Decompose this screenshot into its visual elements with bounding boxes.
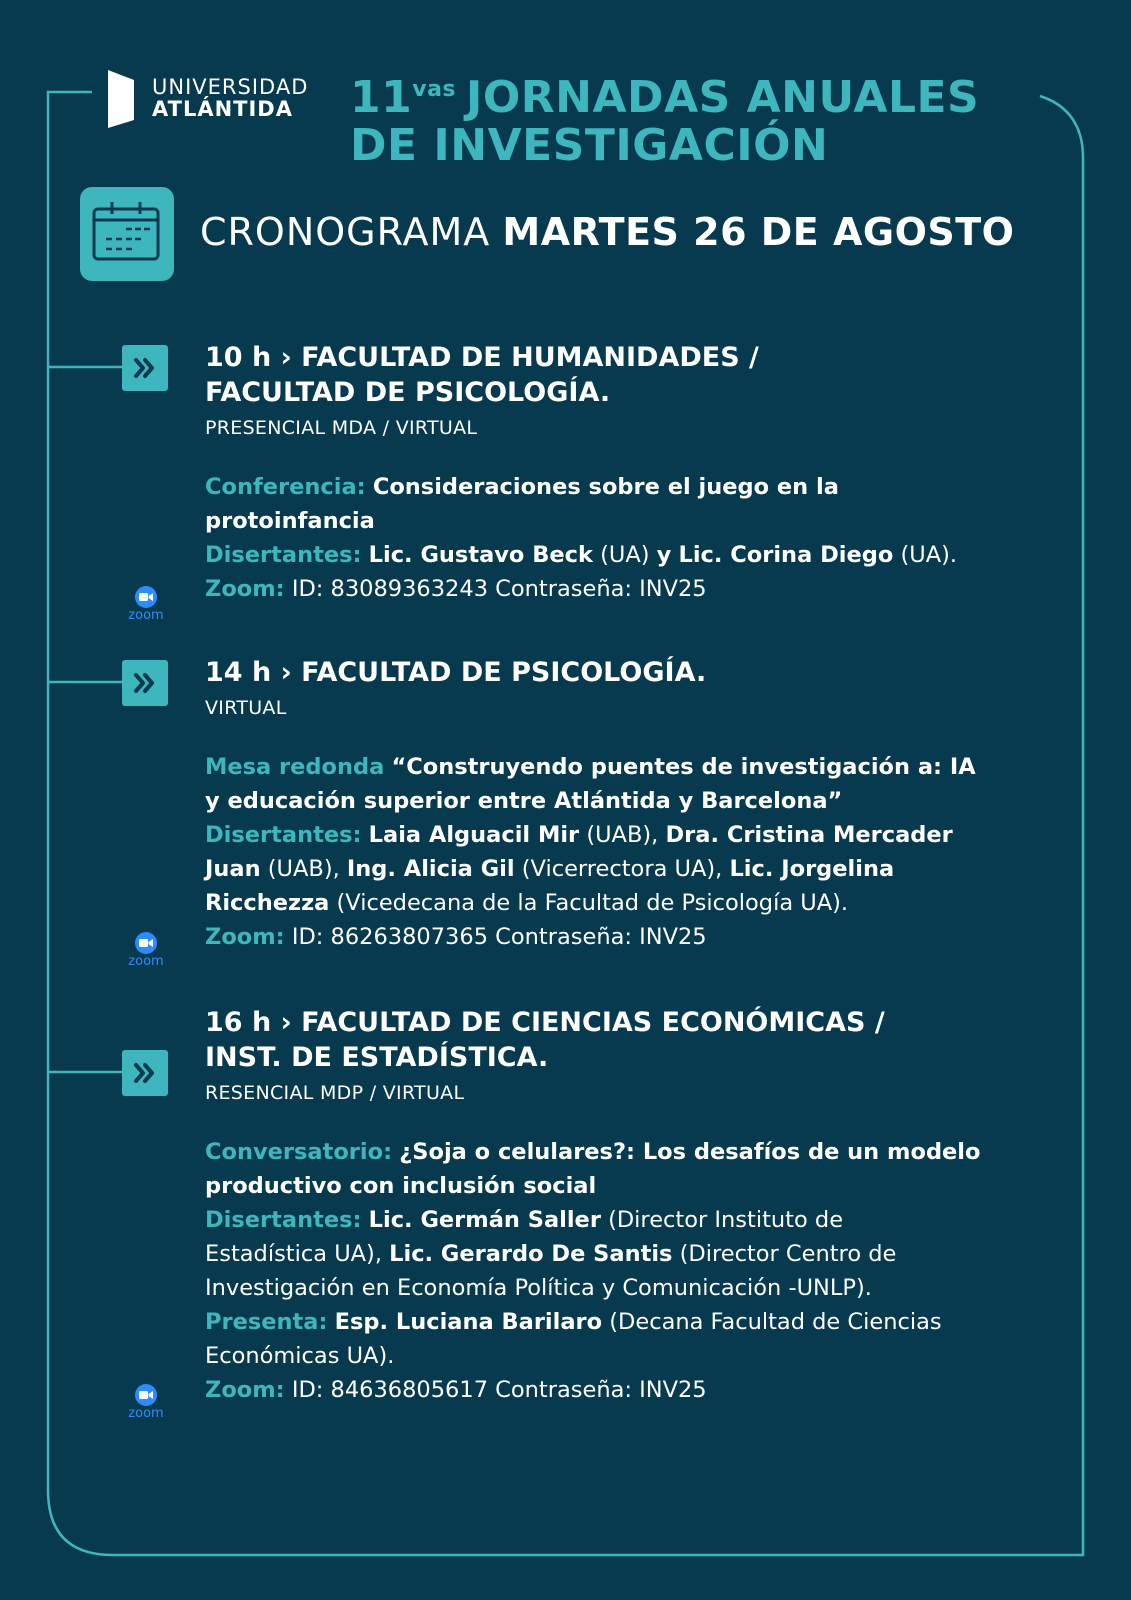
session-details — [205, 1135, 1065, 1407]
speaker-name: Juan — [205, 856, 261, 882]
title-ordinal-suffix: vas — [412, 77, 457, 102]
session-title-line: 14 h › FACULTAD DE PSICOLOGÍA. — [205, 657, 707, 688]
session-title — [205, 655, 1065, 690]
session-title — [205, 340, 1065, 410]
talk-title: productivo con inclusión social — [205, 1173, 597, 1199]
section-marker-icon — [122, 1050, 168, 1096]
presenter-name: Esp. Luciana Barilaro — [334, 1309, 603, 1335]
logo-text-line2: ATLÁNTIDA — [152, 97, 293, 121]
zoom-logo-icon — [122, 1384, 170, 1421]
speaker-name: Laia Alguacil Mir — [368, 822, 580, 848]
joiner-text: y — [656, 542, 672, 568]
session-economicas — [205, 1005, 1065, 1407]
zoom-logo-icon — [122, 586, 170, 623]
schedule-heading — [200, 210, 1014, 254]
title-line2: DE INVESTIGACIÓN — [350, 120, 829, 171]
speaker-affiliation: (UAB), — [267, 856, 340, 882]
speaker-name: Lic. Jorgelina — [729, 856, 895, 882]
type-label: Conversatorio: — [205, 1139, 393, 1165]
talk-title: Consideraciones sobre el juego en la — [372, 474, 839, 500]
section-marker-icon — [122, 660, 168, 706]
zoom-info: ID: 83089363243 Contraseña: INV25 — [291, 576, 707, 602]
speakers-label: Disertantes: — [205, 822, 362, 848]
type-label: Conferencia: — [205, 474, 366, 500]
speaker-affiliation: (Director Instituto de — [608, 1207, 844, 1233]
section-marker-icon — [122, 345, 168, 391]
session-details — [205, 750, 1065, 954]
speaker-affiliation: (UA) — [600, 542, 650, 568]
event-title — [350, 66, 979, 170]
zoom-word: zoom — [128, 608, 164, 623]
speaker-name: Dra. Cristina Mercader — [665, 822, 953, 848]
logo-mark-icon — [106, 68, 136, 128]
talk-title: “Construyendo puentes de investigación a: IA — [391, 754, 976, 780]
title-line1: JORNADAS ANUALES — [466, 72, 980, 123]
zoom-info: ID: 86263807365 Contraseña: INV25 — [291, 924, 707, 950]
logo-text-line1: UNIVERSIDAD — [152, 74, 309, 99]
session-title-line: FACULTAD DE PSICOLOGÍA. — [205, 377, 611, 408]
calendar-icon — [80, 187, 174, 281]
title-ordinal: 11 — [350, 72, 413, 123]
speaker-affiliation: (Vicedecana de la Facultad de Psicología UA). — [336, 890, 849, 916]
speaker-affiliation: (UA). — [900, 542, 958, 568]
speaker-name: Ricchezza — [205, 890, 330, 916]
zoom-info: ID: 84636805617 Contraseña: INV25 — [291, 1377, 707, 1403]
session-title — [205, 1005, 1065, 1075]
session-mode: VIRTUAL — [205, 697, 287, 719]
presenter-affiliation: Económicas UA). — [205, 1343, 395, 1369]
speaker-name: Lic. Gerardo De Santis — [389, 1241, 673, 1267]
zoom-label: Zoom: — [205, 576, 285, 602]
zoom-label: Zoom: — [205, 924, 285, 950]
zoom-word: zoom — [128, 1406, 164, 1421]
zoom-label: Zoom: — [205, 1377, 285, 1403]
speaker-affiliation: (Director Centro de — [679, 1241, 897, 1267]
talk-title: protoinfancia — [205, 508, 375, 534]
presenter-affiliation: (Decana Facultad de Ciencias — [609, 1309, 942, 1335]
session-mode: RESENCIAL MDP / VIRTUAL — [205, 1082, 465, 1104]
talk-title: y educación superior entre Atlántida y Barcelona” — [205, 788, 843, 814]
speaker-name: Lic. Gustavo Beck — [368, 542, 593, 568]
zoom-word: zoom — [128, 954, 164, 969]
speakers-label: Disertantes: — [205, 542, 362, 568]
speaker-affiliation: Estadística UA), — [205, 1241, 382, 1267]
type-label: Mesa redonda — [205, 754, 385, 780]
session-title-line: INST. DE ESTADÍSTICA. — [205, 1042, 549, 1073]
speakers-label: Disertantes: — [205, 1207, 362, 1233]
speaker-name: Lic. Germán Saller — [368, 1207, 601, 1233]
session-humanidades — [205, 340, 1065, 606]
university-logo — [106, 68, 308, 128]
session-mode: PRESENCIAL MDA / VIRTUAL — [205, 417, 478, 439]
speaker-name: Lic. Corina Diego — [678, 542, 894, 568]
speaker-affiliation: (UAB), — [586, 822, 659, 848]
session-details — [205, 470, 1065, 606]
session-title-line: 10 h › FACULTAD DE HUMANIDADES / — [205, 342, 759, 373]
session-psicologia — [205, 655, 1065, 954]
schedule-date: MARTES 26 DE AGOSTO — [502, 210, 1015, 254]
speaker-affiliation: (Vicerrectora UA), — [521, 856, 723, 882]
presenter-label: Presenta: — [205, 1309, 328, 1335]
schedule-label: CRONOGRAMA — [200, 210, 491, 254]
zoom-logo-icon — [122, 932, 170, 969]
speaker-affiliation: Investigación en Economía Política y Comunicación -UNLP). — [205, 1275, 872, 1301]
session-title-line: 16 h › FACULTAD DE CIENCIAS ECONÓMICAS / — [205, 1007, 885, 1038]
talk-title: ¿Soja o celulares?: Los desafíos de un modelo — [399, 1139, 981, 1165]
speaker-name: Ing. Alicia Gil — [346, 856, 515, 882]
